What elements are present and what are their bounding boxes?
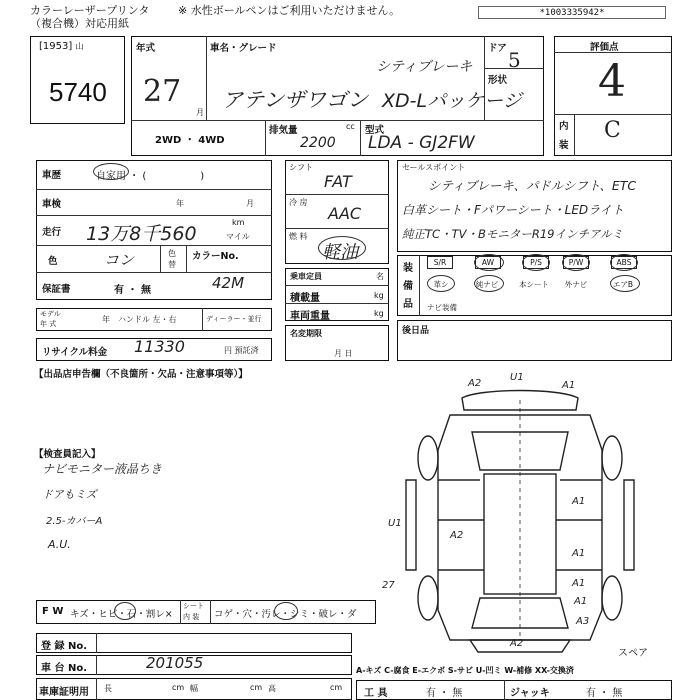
expiry-label: 名変期限 bbox=[290, 329, 322, 338]
warranty-label: 保証書 bbox=[42, 284, 71, 295]
sales-point-label: セールスポイント bbox=[402, 163, 466, 172]
damage-mark: A1 bbox=[572, 548, 586, 559]
capacity-label: 乗車定員 bbox=[290, 272, 322, 281]
later-items-box bbox=[397, 320, 672, 361]
color-no-value: 42M bbox=[212, 274, 245, 292]
sales-line-2: 白革シート・Fパワーシート・LEDライト bbox=[402, 203, 624, 217]
inspector-label: 【検査員記入】 bbox=[34, 449, 101, 460]
sales-line-1: シティブレーキ、パドルシフト、ETC bbox=[428, 178, 637, 193]
option-pw: P/W bbox=[568, 258, 584, 267]
cert-cm-3: cm bbox=[330, 683, 343, 692]
model-value: LDA - GJ2FW bbox=[368, 133, 475, 153]
option-aw: AW bbox=[481, 258, 495, 267]
damage-mark: A2 bbox=[468, 378, 482, 389]
airbag-circle bbox=[610, 275, 640, 292]
color-value: コン bbox=[104, 251, 135, 269]
tools-value: 有 ・ 無 bbox=[426, 688, 463, 699]
fw-stone-circle bbox=[114, 602, 136, 620]
brake-note: シティブレーキ bbox=[376, 59, 473, 75]
later-items-label: 後日品 bbox=[402, 326, 430, 336]
option-genuine-navi: 純ナビ bbox=[475, 280, 499, 289]
car-grade-value: XD-Lパッケージ bbox=[382, 90, 522, 112]
model-year-label-1: モデル bbox=[40, 310, 61, 318]
spare-label: スペア bbox=[618, 648, 648, 659]
inspector-note-2: ドアもミズ bbox=[42, 488, 97, 501]
inspection-year-unit: 年 bbox=[176, 199, 184, 208]
mileage-unit-km: km bbox=[232, 218, 245, 227]
damage-mark: A3 bbox=[576, 616, 590, 627]
score-label: 評価点 bbox=[590, 42, 619, 53]
fuel-value: 軽油 bbox=[322, 242, 358, 263]
seat-label-2: 内 装 bbox=[183, 613, 200, 621]
cert-height: 高 bbox=[268, 684, 276, 693]
interior-value: C bbox=[604, 118, 621, 143]
lot-box bbox=[30, 36, 125, 124]
equipment-label-3: 品 bbox=[403, 299, 413, 310]
fw-items: キズ・ヒビ・石・割レ× bbox=[70, 609, 173, 620]
cert-length: 長 bbox=[104, 684, 112, 693]
door-label: ドア bbox=[488, 43, 507, 54]
warranty-value: 有 ・ 無 bbox=[114, 285, 151, 296]
printer-note-1: カラーレーザープリンタ bbox=[30, 4, 150, 17]
lot-number: 5740 bbox=[49, 77, 107, 107]
cert-label: 車庫証明用 bbox=[39, 687, 89, 698]
inspector-note-1: ナビモニター液晶ちき bbox=[42, 462, 163, 476]
seat-label-1: シート bbox=[183, 602, 204, 610]
private-use-circle bbox=[93, 163, 129, 180]
model-year-label-2: 年 式 bbox=[40, 320, 57, 328]
color-change-label-1: 色 bbox=[168, 249, 176, 258]
dealer-label: ディーラー・並行 bbox=[206, 315, 262, 323]
inspection-month-unit: 月 bbox=[246, 199, 254, 208]
damage-mark: U1 bbox=[388, 518, 402, 529]
option-real-seat: 本シート bbox=[519, 280, 549, 289]
tools-label: 工 具 bbox=[364, 688, 388, 699]
barcode-number: *1003335942* bbox=[478, 6, 666, 19]
weight-unit: kg bbox=[374, 309, 384, 318]
damage-legend: A-キズ C-腐食 E-エクボ S-サビ U-凹ミ W-補修 XX-交換済 bbox=[356, 666, 574, 675]
recycle-unit: 円 預託済 bbox=[224, 346, 259, 355]
capacity-unit: 名 bbox=[376, 272, 384, 281]
seat-items: コゲ・穴・汚レ・シミ・破レ・ダ bbox=[214, 609, 357, 620]
car-name-label: 車名・グレード bbox=[210, 43, 277, 54]
displacement-unit: cc bbox=[346, 122, 355, 131]
weight-label: 車両重量 bbox=[290, 311, 330, 322]
shift-label: シフト bbox=[289, 163, 313, 172]
option-ps: P/S bbox=[530, 258, 542, 267]
option-airbag: エアB bbox=[612, 280, 634, 289]
damage-mark: A2 bbox=[450, 530, 464, 541]
inspector-note-4: A.U. bbox=[48, 538, 71, 551]
history-label: 車歴 bbox=[42, 170, 62, 181]
damage-mark: A1 bbox=[574, 596, 588, 607]
interior-label-2: 装 bbox=[559, 140, 569, 151]
fuel-label: 燃 料 bbox=[289, 232, 308, 241]
car-damage-diagram bbox=[380, 370, 680, 660]
model-year-unit: 年 bbox=[102, 315, 110, 324]
fw-label: F W bbox=[42, 606, 64, 617]
damage-mark: A1 bbox=[562, 380, 576, 391]
drive-type: 2WD ・ 4WD bbox=[155, 135, 225, 146]
navi-circle bbox=[474, 275, 504, 292]
cert-width: 幅 bbox=[190, 684, 198, 693]
year-value: 27 bbox=[143, 74, 182, 109]
option-abs: ABS bbox=[616, 258, 632, 267]
abs-circle bbox=[610, 254, 638, 271]
load-label: 積載量 bbox=[290, 293, 320, 304]
cert-cm-2: cm bbox=[250, 683, 263, 692]
damage-mark: A1 bbox=[572, 578, 586, 589]
jack-value: 有 ・ 無 bbox=[586, 688, 623, 699]
year-label: 年式 bbox=[136, 43, 156, 54]
sales-line-3: 純正TC・TV・BモニターR19インチアルミ bbox=[402, 227, 623, 241]
displacement-value: 2200 bbox=[300, 135, 336, 151]
recycle-value: 11330 bbox=[134, 337, 185, 356]
reg-label: 登 録 No. bbox=[41, 641, 88, 652]
color-change-label-2: 替 bbox=[168, 260, 176, 269]
ac-label: 冷 房 bbox=[289, 198, 308, 207]
damage-mark: A2 bbox=[510, 638, 524, 649]
fuel-circle bbox=[318, 236, 366, 260]
history-value: 自家用 ・ ( ) bbox=[96, 171, 205, 182]
ps-circle bbox=[522, 254, 550, 271]
pen-warning: ※ 水性ボールペンはご利用いただけません。 bbox=[178, 4, 401, 17]
shape-label: 形状 bbox=[488, 75, 508, 86]
option-leather: 革シ bbox=[433, 280, 449, 289]
year-unit: 月 bbox=[196, 108, 204, 117]
displacement-label: 排気量 bbox=[269, 125, 298, 136]
load-unit: kg bbox=[374, 291, 384, 300]
jack-label: ジャッキ bbox=[510, 688, 550, 699]
seat-dirt-circle bbox=[274, 602, 298, 620]
aw-circle bbox=[474, 254, 504, 271]
inspector-note-3: 2.5-カバーA bbox=[46, 516, 103, 527]
mileage-unit-mile: マイル bbox=[226, 232, 250, 241]
damage-mark: 27 bbox=[382, 580, 395, 591]
cert-cm-1: cm bbox=[172, 683, 185, 692]
inspection-label: 車検 bbox=[42, 199, 62, 210]
ac-value: AAC bbox=[328, 204, 362, 223]
printer-note-2: （複合機）対応用紙 bbox=[30, 17, 129, 30]
color-no-label: カラーNo. bbox=[192, 251, 239, 262]
score-value: 4 bbox=[598, 56, 626, 107]
leather-circle bbox=[427, 275, 455, 292]
interior-label-1: 内 bbox=[559, 121, 569, 132]
car-name-value: アテンザワゴン bbox=[222, 88, 368, 112]
handle-label: ハンドル 左・右 bbox=[118, 315, 177, 324]
lot-code: [1953] 山 bbox=[39, 41, 84, 52]
door-value: 5 bbox=[508, 48, 521, 72]
equipment-label-2: 備 bbox=[403, 281, 413, 292]
model-label: 型式 bbox=[365, 125, 385, 136]
damage-mark: A1 bbox=[572, 496, 586, 507]
option-sr: S/R bbox=[433, 258, 447, 267]
recycle-label: リサイクル料金 bbox=[42, 347, 108, 358]
option-ext-navi: 外ナビ bbox=[564, 280, 588, 289]
navi-equip-label: ナビ装備 bbox=[427, 303, 457, 312]
chassis-value: 201055 bbox=[146, 654, 204, 672]
mileage-label: 走行 bbox=[42, 227, 62, 238]
equipment-label-1: 装 bbox=[403, 263, 413, 274]
seller-report-label: 【出品店申告欄（不良箇所・欠品・注意事項等）】 bbox=[34, 369, 248, 380]
expiry-unit: 月 日 bbox=[334, 349, 353, 358]
pw-circle bbox=[562, 254, 590, 271]
color-label: 色 bbox=[48, 256, 58, 267]
mileage-value: 13万8千560 bbox=[86, 223, 197, 245]
shift-value: FAT bbox=[324, 172, 352, 191]
chassis-label: 車 台 No. bbox=[41, 663, 88, 674]
damage-mark: U1 bbox=[510, 372, 524, 383]
